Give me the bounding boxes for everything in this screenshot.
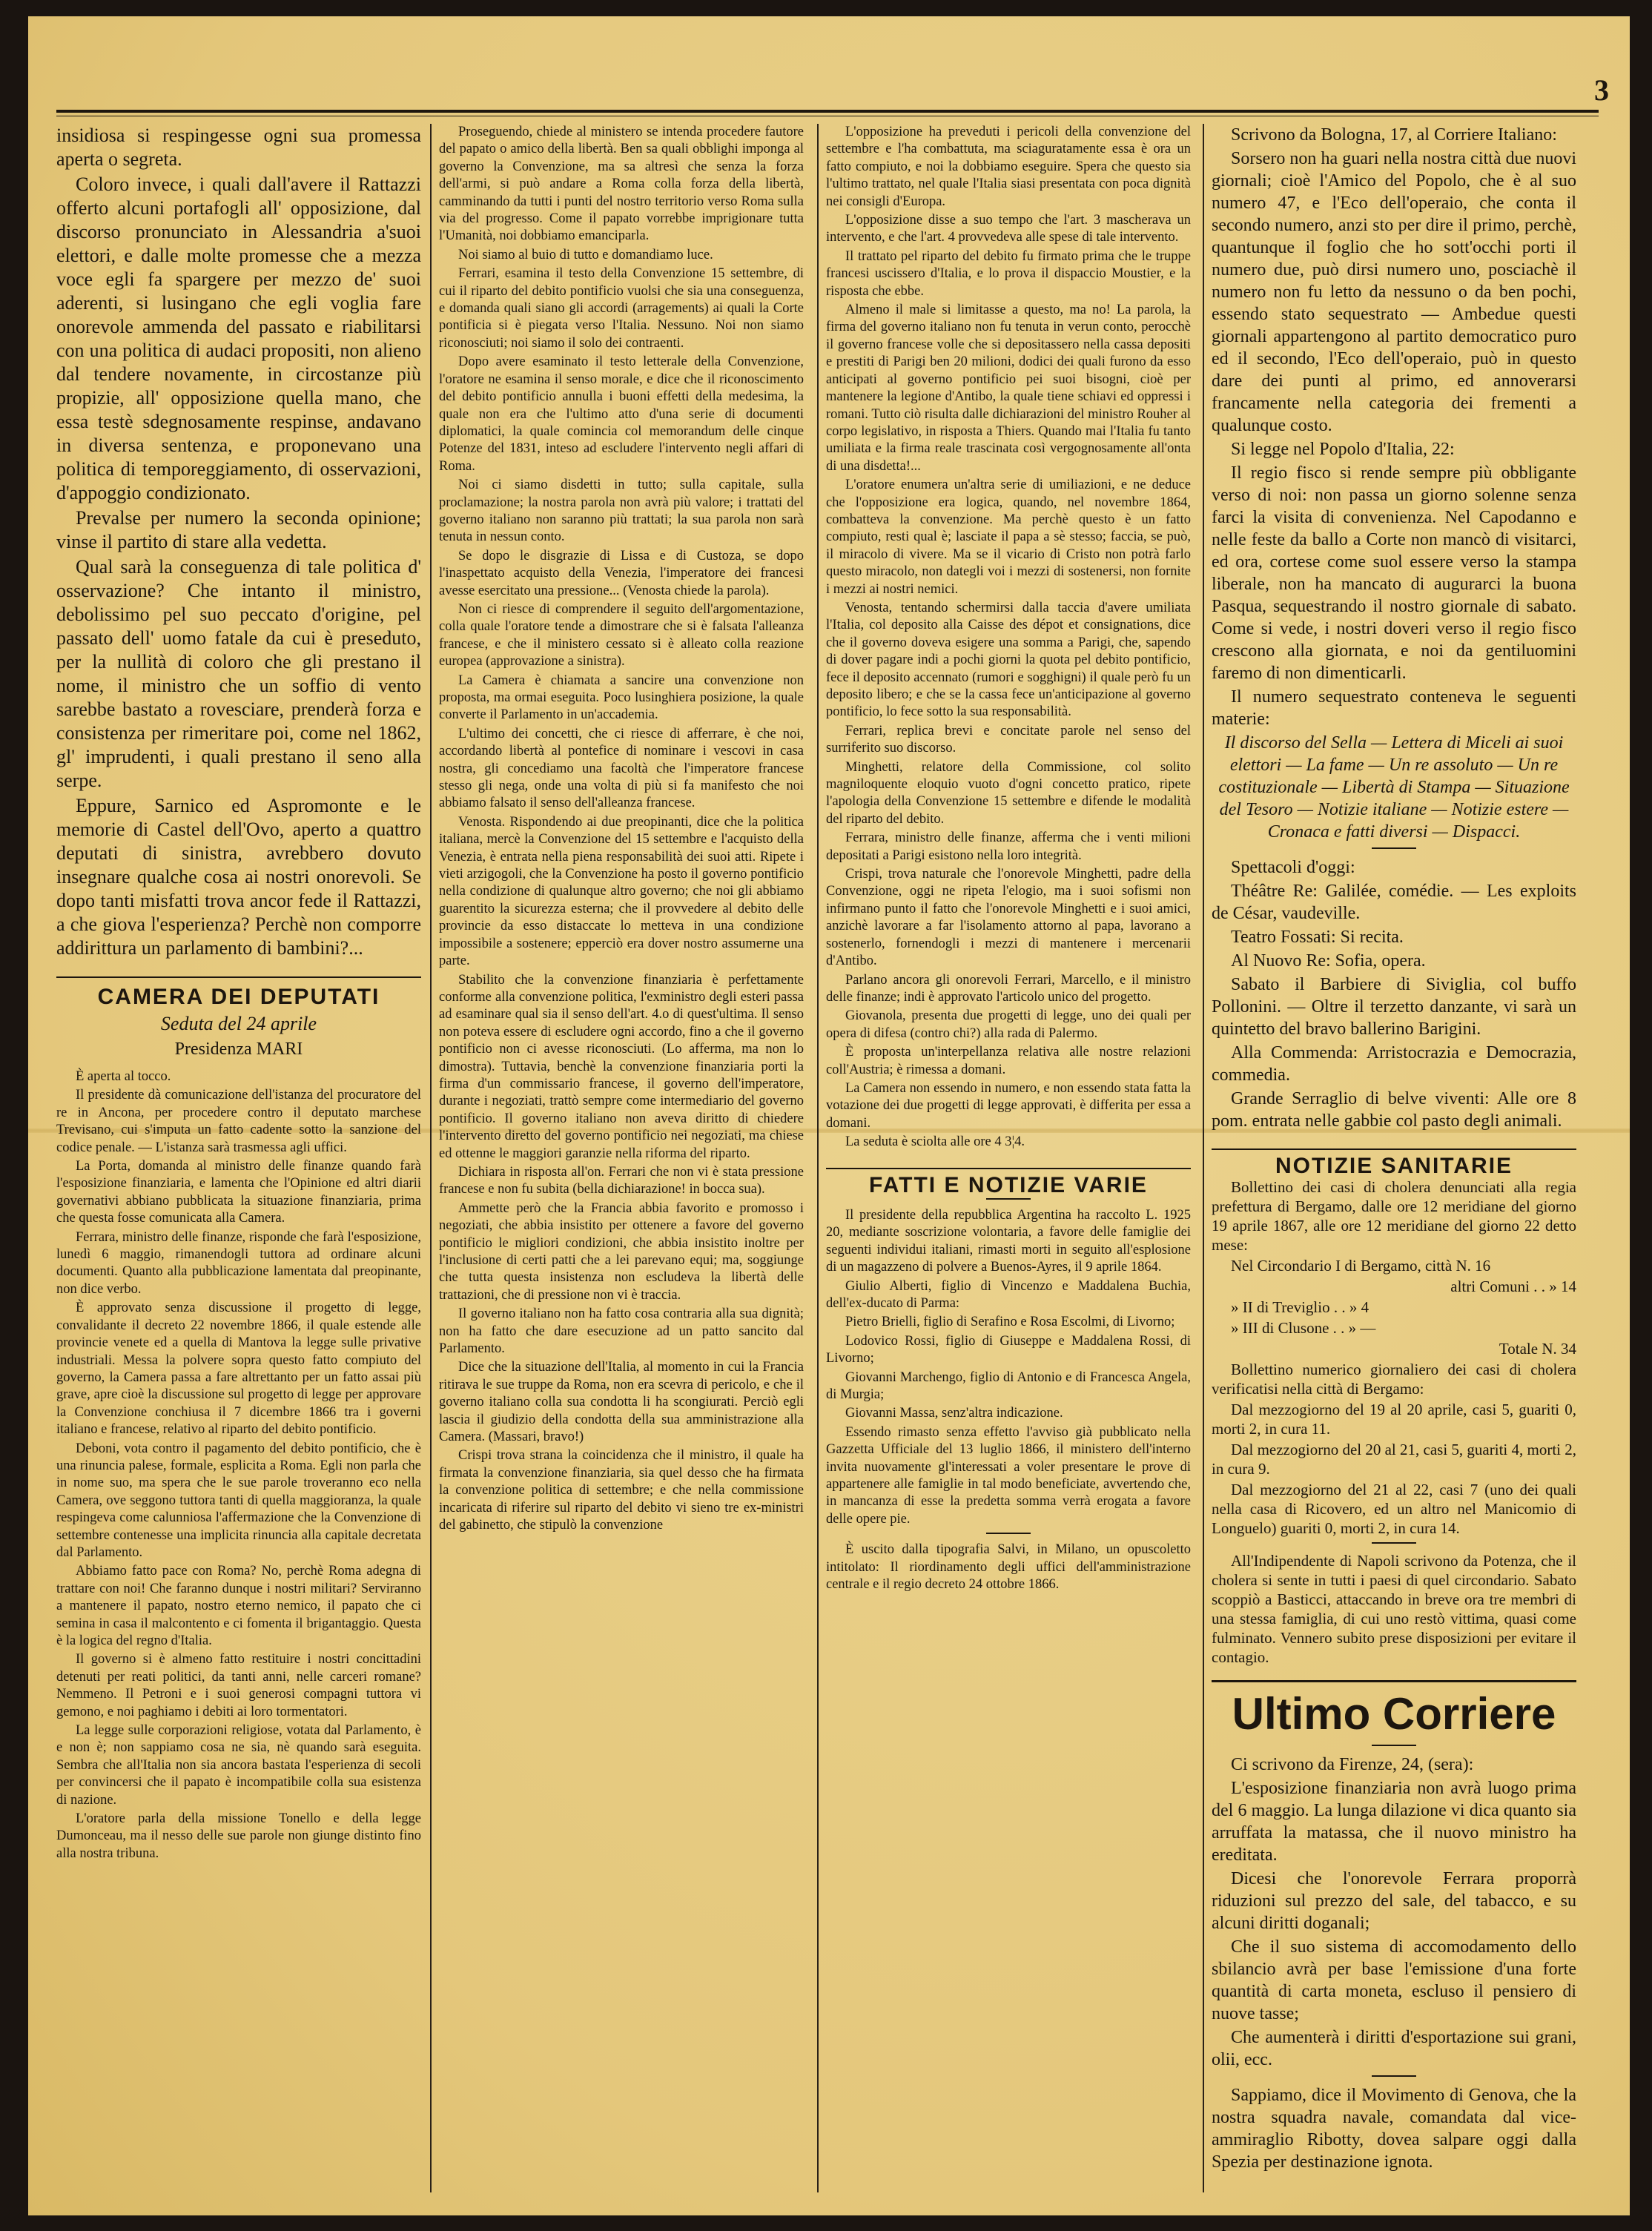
paragraph: L'opposizione disse a suo tempo che l'art. 3 mascherava un intervento, e che l'art. 4 provvedeva alle spese di tale intervento. — [826, 213, 1191, 245]
paragraph: Coloro invece, i quali dall'avere il Rattazzi offerto alcuni portafogli all' opposizione, dal discorso pronunciato in Alessandria a'suoi elettori, e dalle molte promesse che a mezza voce egli fa spargere per mezzo de' suoi aderenti, si lusingano che egli voglia fare onorevole ammenda del passato e riabilitarsi con una politica di audaci propositi, non alieno dal tendere novamente, in circostanze più propizie, all' opposizione quella mano, che essa testè sdegnosamente respinse, andavano in diversa sentenza, e proponevano una politica di temporeggiamento, di osservazioni, d'appoggio condizionato. — [56, 173, 421, 503]
paragraph: Ci scrivono da Firenze, 24, (sera): — [1231, 1755, 1474, 1775]
paragraph: Proseguendo, chiede al ministero se intenda procedere fautore del papato o amico della libertà. Ben sa quali obblighi imponga al governo la Convenzione, ma sa altresì che senza la forza dell'armi, si può andare a Roma colla forza della libertà, camminando da tutti i punti del nostro territorio verso Roma sulla via del progresso. Come il papato vorrebbe imprigionare tutta l'Umanità, noi dobbiamo emanciparla. — [439, 125, 804, 244]
column-rule — [817, 124, 819, 2192]
presidency: Presidenza MARI — [174, 1040, 303, 1059]
paragraph: altri Comuni . . » 14 — [1450, 1278, 1576, 1296]
section-title-ultimo-corriere: Ultimo Corriere — [1212, 1680, 1576, 1740]
paragraph: Se dopo le disgrazie di Lissa e di Custoza, se dopo l'inaspettato acquisto della Venezia, l'imperatore dei francesi avesse esercitato una pressione... (Venosta chiede la parola). — [439, 548, 804, 598]
divider — [1372, 847, 1416, 849]
paragraph: Bollettino dei casi di cholera denunciati alla regia prefettura di Bergamo, dalle ore 12 meridiane del giorno 19 aprile 1867, alle ore 12 meridiane del giorno 22 detto mese: — [1212, 1178, 1576, 1255]
paragraph: Dopo avere esaminato il testo letterale della Convenzione, l'oratore ne esamina il senso morale, e dice che il riconoscimento del debito pontificio annulla i buoni effetti della medesima, la quale non era che l'ultimo atto d'una serie di documenti diplomatici, la quale comincia col memorandum delle cinque Potenze del 1831, inteso ad escludere l'intervento negli affari di Roma. — [439, 354, 804, 474]
column-rule — [430, 124, 432, 2192]
paragraph: Noi siamo al buio di tutto e domandiamo luce. — [458, 247, 713, 262]
paragraph: Almeno il male si limitasse a questo, ma no! La parola, la firma del governo italiano non fu tenuta in verun conto, perocchè il governo francese volle che si depositassero nella cassa depositi e prestiti di Parigi ben 20 milioni, dodici dei quali furono da esso anticipati al governo pontificio pei suoi bisogni, cioè per mantenere la legione d'Antibo, la quale tiene schiavi ed oppressi i romani. Tutto ciò risulta dalle dichiarazioni del ministro Rouher al corpo legislativo, in risposta a Thiers. Quando mai l'Italia fu tanto umiliata e la firma reale trascinata così vergognosamente all'onta di una disdetta!... — [826, 303, 1191, 474]
divider — [986, 1533, 1031, 1534]
paragraph: L'oratore enumera un'altra serie di umiliazioni, e ne deduce che l'opposizione era logica, quando, nel novembre 1864, combatteva la convenzione. Ma perchè questo è un fatto compiuto, resti qual è; lasciate il papa a sè stesso; faccia, se può, il miracolo di vivere. Ma se il vicario di Cristo non potrà farlo questo miracolo, non dategli voi i mezzi di sostenersi, non fornite i mezzi ai nostri nemici. — [826, 477, 1191, 597]
paragraph: Venosta. Rispondendo ai due preopinanti, dice che la politica italiana, mercè la Convenzione del 15 settembre e l'acquisto della Venezia, è entrata nella piena responsabilità dei suoi atti. Ripete i vieti arzigogoli, che la Convenzione ha posto il governo pontificio nella condizione di qualunque altro governo; che noi gli abbiamo guarentito la sicurezza esterna; che il provvedere al debito delle provincie da esso distaccate lo metteva in una condizione impossibile a sostenere; epperciò era dover nostro assumerne una parte. — [439, 814, 804, 969]
paragraph: Bollettino numerico giornaliero dei casi di cholera verificatisi nella città di Bergamo: — [1212, 1361, 1576, 1398]
paragraph: La Porta, domanda al ministro delle finanze quando farà l'esposizione finanziaria, e lamenta che l'Opinione ed altri diarii governativi abbiano pubblicata la situazione finanziaria, prima che questa fosse comunicata alla Camera. — [56, 1159, 421, 1226]
divider — [1372, 1542, 1416, 1544]
paragraph: Stabilito che la convenzione finanziaria è perfettamente conforme alla convenzione politica, l'exministro degli esteri passa ad esaminare qual sia il senso dell'art. 4.o di quest'ultima. Il senso non poteva essere di escludere ogni accordo, fino a che il governo pontificio non ci avesse riconosciuti. (Lo afferma, ma non lo dimostra). Tuttavia, benchè la convenzione finanziaria porti la firma d'un commissario francese, il governo dell'imperatore, durante i negoziati, trattò sempre come intermediario del governo pontificio. Il governo italiano non aveva diritto di chiedere l'intervento diretto del governo pontificio nei negoziati, ma chiese ed ottenne le maggiori garanzie nella riforma del riparto. — [439, 972, 804, 1161]
paragraph: Alla Commenda: Arristocrazia e Democrazia, commedia. — [1212, 1043, 1576, 1085]
paragraph: Che aumenterà i diritti d'esportazione sui grani, olii, ecc. — [1212, 2028, 1576, 2070]
column-rule — [1203, 124, 1204, 2192]
paragraph: La Camera è chiamata a sancire una convenzione non proposta, ma ormai eseguita. Poco lusinghiera posizione, la quale converte il Parlamento in un'accademia. — [439, 672, 804, 723]
paragraph: Che il suo sistema di accomodamento dello sbilancio avrà per base l'emissione d'una forte quantità di carta moneta, escluso il pensiero di nuove tasse; — [1212, 1937, 1576, 2024]
paragraph: Deboni, vota contro il pagamento del debito pontificio, che è una rinuncia palese, formale, esplicita a Roma. Egli non parla che in nome suo, ma spera che le sue parole troveranno eco nella Camera, ove seggono tuttora tanti di quella maggioranza, la quale respingeva come calunniosa l'affermazione che la Convenzione di settembre contenesse una implicita rinuncia alla capitale decretata dal Parlamento. — [56, 1441, 421, 1560]
paragraph: Lodovico Rossi, figlio di Giuseppe e Maddalena Rossi, di Livorno; — [826, 1333, 1191, 1366]
column-4 — [1212, 124, 1576, 2192]
paragraph: L'opposizione ha preveduti i pericoli della convenzione del settembre e l'ha combattuta, ma sciaguratamente essa è ora un fatto compiuto, e noi la dobbiamo eseguire. Spera che questo sia l'ultimo trattato, nel quale l'Italia siasi presentata con poca dignità nei consigli d'Europa. — [826, 125, 1191, 209]
divider — [1372, 1745, 1416, 1746]
paragraph: Teatro Fossati: Si recita. — [1231, 928, 1404, 947]
paragraph: Grande Serraglio di belve viventi: Alle ore 8 pom. entrata nelle gabbie col pasto degli animali. — [1212, 1089, 1576, 1131]
section-title-sanitarie: NOTIZIE SANITARIE — [1212, 1148, 1576, 1174]
paragraph: Essendo rimasto senza effetto l'avviso già pubblicato nella Gazzetta Ufficiale del 13 luglio 1866, il ministero dell'interno invita nuovamente gl'interessati a voler presentare le prove di appartenere alle famiglie in tal modo beneficiate, avvertendo che, in mancanza di esse la predetta somma verrà erogata a favore delle opere pie. — [826, 1424, 1191, 1527]
paragraph: Giovanni Marchengo, figlio di Antonio e di Francesca Angela, di Murgia; — [826, 1369, 1191, 1403]
newspaper-page — [28, 16, 1630, 2215]
paragraph: » III di Clusone . . » — — [1231, 1319, 1376, 1338]
paragraph: Pietro Brielli, figlio di Serafino e Rosa Escolmi, di Livorno; — [845, 1315, 1175, 1330]
paragraph: Il numero sequestrato conteneva le seguenti materie: — [1212, 687, 1576, 729]
paragraph: Il discorso del Sella — Lettera di Miceli ai suoi elettori — La fame — Un re assoluto — Un re costituzionale — Libertà di Stampa — Situazione del Tesoro — Notizie italiane — Notizie estere — Cronaca e fatti diversi — Dispacci. — [1218, 733, 1570, 842]
paragraph: Dice che la situazione dell'Italia, al momento in cui la Francia ritirava le sue truppe da Roma, non era scevra di pericolo, e che il governo italiano colla sua condotta li ha scongiurati. Perciò egli lascia il giudizio della condotta della sua amministrazione alla Camera. (Massari, bravo!) — [439, 1360, 804, 1445]
paragraph: Théâtre Re: Galilée, comédie. — Les exploits de César, vaudeville. — [1212, 882, 1576, 923]
paragraph: Parlano ancora gli onorevoli Ferrari, Marcello, e il ministro delle finanze; indi è approvato l'articolo unico del progetto. — [826, 972, 1191, 1005]
paragraph: Ammette però che la Francia abbia favorito e promosso i negoziati, che abbia insistito per ottenere a favore del governo pontificio le migliori condizioni, che abbia insistito inoltre per l'inclusione di certi patti che a lei parevano equi; ma, soggiunge che tutta questa insistenza non escludeva la libertà delle trattazioni, che di pressione non vi è traccia. — [439, 1200, 804, 1303]
paragraph: Totale N. 34 — [1499, 1340, 1576, 1358]
column-3 — [826, 124, 1191, 2192]
paragraph: Al Nuovo Re: Sofia, opera. — [1231, 951, 1426, 971]
divider — [1372, 2075, 1416, 2077]
paragraph: Il regio fisco si rende sempre più obbligante verso di noi: non passa un giorno solenne senza farci la visita di convenienza. Nel Capodanno e nelle feste da ballo a Corte non mancò di visitarci, ed ora, cortese come suol essere verso la stampa liberale, non ha mancato di augurarci la buona Pasqua, sequestrando il nostro giornale di sabato. Come si vede, i nostri doveri verso il regio fisco crescono alla giornata, e noi da gentiluomini faremo di non dimenticarli. — [1212, 463, 1576, 683]
paragraph: Dicesi che l'onorevole Ferrara proporrà riduzioni sul prezzo del sale, del tabacco, e su alcuni diritti doganali; — [1212, 1869, 1576, 1934]
column-2 — [439, 124, 804, 2192]
paragraph: La Camera non essendo in numero, e non essendo stata fatta la votazione dei due progetti di legge approvati, è differita per essa a domani. — [826, 1080, 1191, 1131]
paragraph: Il governo italiano non ha fatto cosa contraria alla sua dignità; non ha fatto che dare esecuzione ad un patto sancito dal Parlamento. — [439, 1306, 804, 1357]
paragraph: L'oratore parla della missione Tonello e della legge Dumonceau, ma il nesso delle sue parole non giunge distinto fino alla nostra tribuna. — [56, 1811, 421, 1861]
paragraph: È uscito dalla tipografia Salvi, in Milano, un opuscoletto intitolato: Il riordinamento degli uffici dell'amministrazione centrale e il regio decreto 24 ottobre 1866. — [826, 1542, 1191, 1593]
paragraph: È approvato senza discussione il progetto di legge, convalidante il decreto 22 novembre 1866, il quale estende alle provincie venete ed a quella di Mantova la legge sulle privative industriali. Messa la polvere sopra questo fatto compiuto del governo, la Camera passa a fare altrettanto per un fatto assai più grave, apre cioè la discussione sul progetto di legge per approvare la Convenzione conchiusa il 7 dicembre 1866 tra i governi italiano e francese, relativo al riparto del debito pontificio. — [56, 1300, 421, 1438]
paragraph: La seduta è sciolta alle ore 4 3¦4. — [845, 1134, 1025, 1150]
paragraph: Ferrara, ministro delle finanze, risponde che farà l'esposizione, lunedì 6 maggio, rimanendogli tuttora ad ordinare alcuni documenti. Quanto alla pubblicazione lamentata dal preopinante, non dice verbo. — [56, 1229, 421, 1297]
divider — [986, 1198, 1031, 1200]
paragraph: Ferrari, replica brevi e concitate parole nel senso del surriferito suo discorso. — [826, 723, 1191, 756]
section-title-fatti: FATTI E NOTIZIE VARIE — [826, 1168, 1191, 1194]
paragraph: Giovanola, presenta due progetti di legge, uno dei quali per opera di difesa (contro chi?) alla rada di Palermo. — [826, 1008, 1191, 1041]
paragraph: Dal mezzogiorno del 21 al 22, casi 7 (uno dei quali nella casa di Ricovero, ed un altro nel Manicomio di Longuelo) guariti 0, morti 2, in cura 14. — [1212, 1481, 1576, 1538]
paragraph: L'esposizione finanziaria non avrà luogo prima del 6 maggio. La lunga dilazione vi dica quanto sia arruffata la matassa, che il nuovo ministro ha ereditata. — [1212, 1779, 1576, 1865]
paragraph: Scrivono da Bologna, 17, al Corriere Italiano: — [1231, 125, 1557, 145]
paragraph: La legge sulle corporazioni religiose, votata dal Parlamento, è e non è; non sappiamo cosa ne sia, nè quando sarà eseguita. Sembra che all'Italia non sia ancora bastata l'esperienza di secoli per convincersi che il papato è incompatibile colla sua esistenza di nazione. — [56, 1723, 421, 1808]
header-rule — [56, 110, 1599, 116]
paragraph: Si legge nel Popolo d'Italia, 22: — [1231, 440, 1455, 459]
paragraph: Sappiamo, dice il Movimento di Genova, che la nostra squadra navale, comandata dal vice-ammiraglio Ribotty, dovea salpare oggi dalla Spezia per destinazione ignota. — [1212, 2086, 1576, 2172]
paragraph: L'ultimo dei concetti, che ci riesce di afferrare, è che noi, accordando libertà al pontefice di nominare i vescovi in casa nostra, gli concediamo una facoltà che l'imperatore francese stesso gli nega, onde una volta di più si fa manifesto che noi abbiamo falsato il senso dell'alleanza francese. — [439, 726, 804, 811]
paragraph: Sabato il Barbiere di Siviglia, col buffo Pollonini. — Oltre il terzetto danzante, vi sarà un quintetto del bravo ballerino Barigini. — [1212, 975, 1576, 1039]
paragraph: Prevalse per numero la seconda opinione; vinse il partito di stare alla vedetta. — [56, 507, 421, 552]
paragraph: insidiosa si respingesse ogni sua promessa aperta o segreta. — [56, 125, 421, 170]
paragraph: Sorsero non ha guari nella nostra città due nuovi giornali; cioè l'Amico del Popolo, che è al suo numero 47, e l'Eco dell'operaio, che conta il secondo numero, anzi sto per dire il primo, perchè, quantunque il foglio che ho sott'occhi porti il numero due, può dirsi numero uno, posciachè il numero non fu letto da nessuno o da ben pochi, essendo stato sequestrato — Ambedue questi giornali appartengono al partito democratico puro ed il secondo, l'Eco dell'operaio, può in questo dare dei punti al primo, ed annoverarsi francamente nella categoria dei frementi a qualunque costo. — [1212, 149, 1576, 435]
page-number: 3 — [1594, 73, 1609, 107]
paragraph: Crispi trova strana la coincidenza che il ministro, il quale ha firmata la convenzione finanziaria, sia quel desso che ha firmata la convenzione politica di settembre; e che nella commissione incaricata di riferire sul riparto del debito vi sieno tre ex-ministri del gabinetto, che stipulò la convenzione — [439, 1448, 804, 1533]
paragraph: Giovanni Massa, senz'altra indicazione. — [845, 1406, 1063, 1421]
paragraph: Giulio Alberti, figlio di Vincenzo e Maddalena Buchia, dell'ex-ducato di Parma: — [826, 1278, 1191, 1311]
paragraph: Il governo si è almeno fatto restituire i nostri concittadini detenuti per reati politici, da tanti anni, nelle carceri romane? Nemmeno. Il Petroni e i suoi generosi compagni tuttora vi gemono, e noi paghiamo i debiti ai loro tormentatori. — [56, 1652, 421, 1719]
paragraph: All'Indipendente di Napoli scrivono da Potenza, che il cholera si sente in tutti i paesi di quel circondario. Sabato scoppiò a Basticci, attaccando in breve ora tre membri di una stessa famiglia, di cui uno restò vittima, quasi come fulminato. Vennero subito prese disposizioni per evitare il contagio. — [1212, 1552, 1576, 1667]
paragraph: Venosta, tentando schermirsi dalla taccia d'avere umiliata l'Italia, col deposito alla Caisse des dépot et consignations, dice che il governo doveva esigere una somma a Parigi, che, sapendo di dover pagare indi a pochi giorni la quota pel debito pontificio, fece il deposito accennato (rumori e sogghigni) il quale però fu un deposito libero; e che se la cassa fece un'anticipazione al governo pontificio, lo fece sotto la sua responsabilità. — [826, 600, 1191, 720]
paragraph: Dichiara in risposta all'on. Ferrari che non vi è stata pressione francese e non fu subita (bella dichiarazione! in bocca sua). — [439, 1164, 804, 1197]
section-title-camera: CAMERA DEI DEPUTATI — [56, 976, 421, 1009]
paragraph: Nel Circondario I di Bergamo, città N. 16 — [1231, 1257, 1491, 1275]
session-date: Seduta del 24 aprile — [160, 1013, 317, 1034]
paragraph: Ferrari, esamina il testo della Convenzione 15 settembre, di cui il riparto del debito pontificio vuolsi che sia una conseguenza, e domanda quali siano gli accordi (arragements) ai quali la Corte pontificia si è piegata verso l'Italia. Nessuno. Noi non siamo riconosciuti; noi siamo il solo dei contraenti. — [439, 266, 804, 351]
paragraph: Qual sarà la conseguenza di tale politica d' osservazione? Che intanto il ministro, debolissimo pel suo peccato d'origine, pel passato dell' uomo fatale da cui è preseduto, per la nullità di coloro che gli prestano il nome, il ministro che un soffio di vento sarebbe bastato a rovesciare, prenderà forza e consistenza per rimeritare poi, come nel 1862, gl' imprudenti, i quali prestano il seno alla serpe. — [56, 556, 421, 791]
paragraph: Eppure, Sarnico ed Aspromonte e le memorie di Castel dell'Ovo, aperto a quattro deputati di sinistra, avrebbero dovuto insegnare qualche cosa ai nostri onorevoli. Se dopo tanti misfatti trova ancor fede il Rattazzi, a che giova l'esperienza? Perchè non comporre addirittura un parlamento di bambini?... — [56, 795, 421, 959]
paragraph: Crispi, trova naturale che l'onorevole Minghetti, padre della Convenzione, oggi ne ripeta l'elogio, ma i suoi sofismi non infirmano punto il fatto che l'onorevole Minghetti e i suoi amici, anzichè lavorare a far l'isolamento attorno al papa, lavorano a sostenerlo, fornendogli i mezzi di mantenere i mercenarii d'Antibo. — [826, 867, 1191, 969]
paragraph: È aperta al tocco. — [76, 1069, 171, 1084]
paragraph: Noi ci siamo disdetti in tutto; sulla capitale, sulla proclamazione; la nostra parola non avrà più valore; i trattati del governo italiano non saranno più trattati; la sua parola non sarà tenuta in nessun conto. — [439, 477, 804, 545]
paragraph: Non ci riesce di comprendere il seguito dell'argomentazione, colla quale l'oratore tende a dimostrare che si è falsata l'alleanza francese, e che il ministero cessato si è alleato colla reazione europea (approvazione a sinistra). — [439, 601, 804, 670]
paragraph: » II di Treviglio . . » 4 — [1231, 1298, 1369, 1317]
column-1 — [56, 124, 421, 2192]
paragraph: Il trattato pel riparto del debito fu firmato prima che le truppe francesi uscissero d'Italia, e lo prova il dispaccio Moustier, e la risposta che ebbe. — [826, 248, 1191, 299]
paragraph: È proposta un'interpellanza relativa alle nostre relazioni coll'Austria; è rimessa a domani. — [826, 1045, 1191, 1077]
paragraph: Dal mezzogiorno del 20 al 21, casi 5, guariti 4, morti 2, in cura 9. — [1212, 1441, 1576, 1478]
paragraph: Il presidente dà comunicazione dell'istanza del procuratore del re in Ancona, per procedere contro il deputato marchese Trevisano, cui s'imputa un fatto cadente sotto la sanzione del codice penale. — L'istanza sarà trasmessa agli uffici. — [56, 1088, 421, 1155]
paragraph: Il presidente della repubblica Argentina ha raccolto L. 1925 20, mediante soscrizione volontaria, a favore delle famiglie dei seguenti individui italiani, rimasti morti in seguito all'esplosione di un magazzeno di polvere a Buenos-Ayres, il 9 aprile 1864. — [826, 1207, 1191, 1275]
paragraph: Minghetti, relatore della Commissione, col solito magniloquente eloquio vuoto d'ogni concetto pratico, ripete l'apologia della Convenzione 15 settembre e difende le modalità del riparto del debito. — [826, 759, 1191, 827]
paragraph: Ferrara, ministro delle finanze, afferma che i venti milioni depositati a Parigi esistono nella loro integrità. — [826, 830, 1191, 863]
paragraph: Dal mezzogiorno del 19 al 20 aprile, casi 5, guariti 0, morti 2, in cura 11. — [1212, 1401, 1576, 1438]
paragraph: Spettacoli d'oggi: — [1231, 858, 1355, 877]
paragraph: Abbiamo fatto pace con Roma? No, perchè Roma adegna di trattare con noi! Che faranno dunque i nostri militari? Serviranno a mantenere il papato, nostro eterno nemico, il papato che ci semina in casa il malcontento e ci fomenta il brigantaggio. Questa è la logica del regno d'Italia. — [56, 1564, 421, 1648]
